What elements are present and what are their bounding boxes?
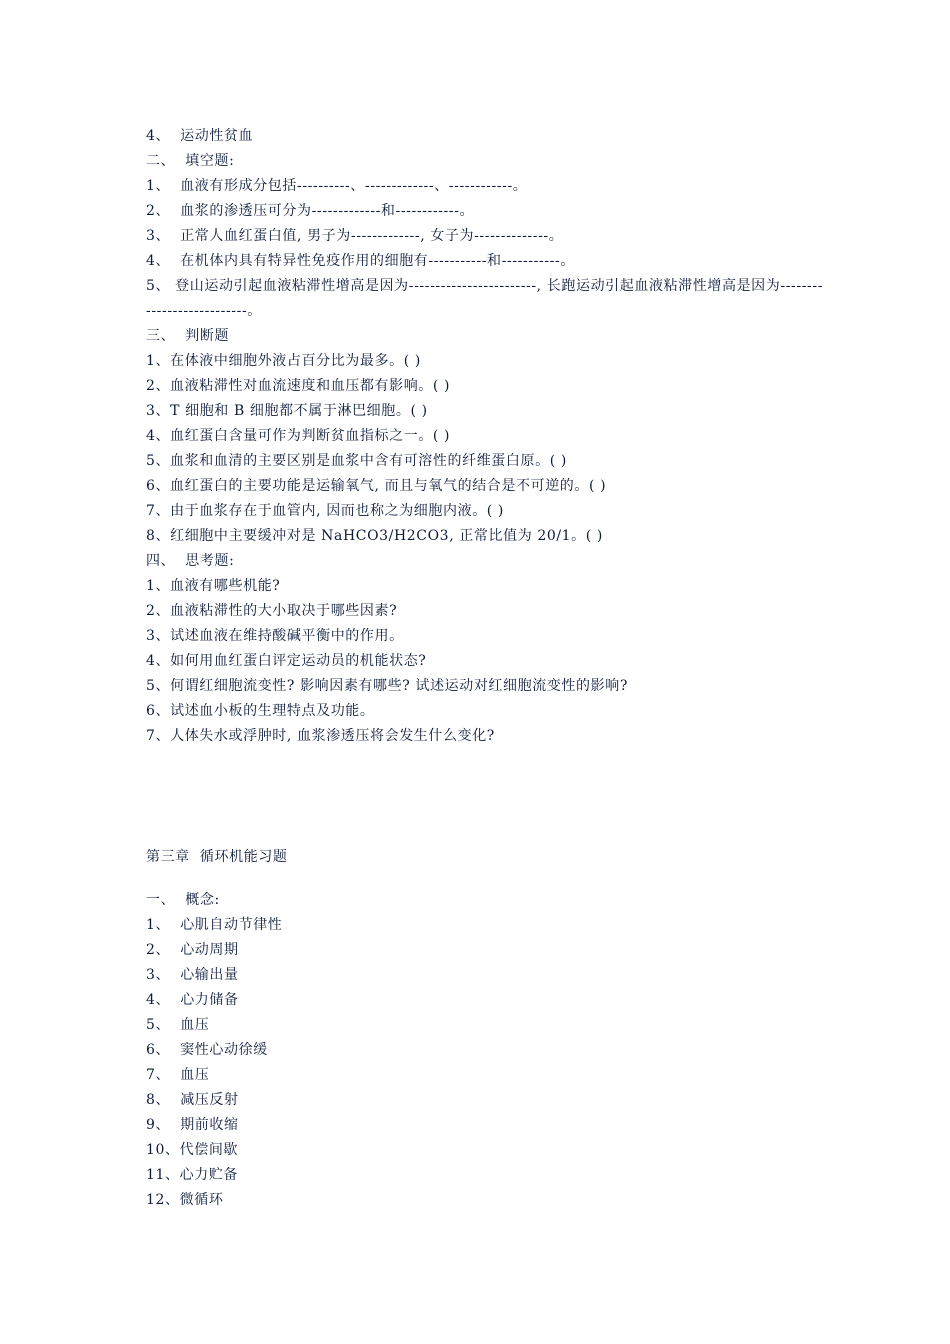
fill-blank-item-1: 1、 血液有形成分包括----------、-------------、------------。 — [146, 178, 528, 194]
chapter3-concept-3: 3、 心输出量 — [146, 967, 239, 983]
fill-blank-item-4: 4、 在机体内具有特异性免疫作用的细胞有-----------和-----------。 — [146, 253, 575, 269]
fill-blank-item-3: 3、 正常人血红蛋白值, 男子为-------------, 女子为--------------。 — [146, 228, 564, 244]
chapter3-concept-7: 7、 血压 — [146, 1067, 210, 1083]
true-false-item-5: 5、血浆和血清的主要区别是血浆中含有可溶性的纤维蛋白原。( ) — [146, 453, 567, 469]
question-item-3: 3、试述血液在维持酸碱平衡中的作用。 — [146, 628, 404, 644]
fill-blank-item-5: 5、 登山运动引起血液粘滞性增高是因为------------------------, 长跑运动引起血液粘滞性增高是因为---------------------------。 — [146, 278, 824, 319]
true-false-item-8: 8、红细胞中主要缓冲对是 NaHCO3/H2CO3, 正常比值为 20/1。( ) — [146, 528, 603, 544]
chapter3-concept-12: 12、微循环 — [146, 1192, 224, 1208]
chapter-spacer — [146, 870, 826, 888]
true-false-item-4: 4、血红蛋白含量可作为判断贫血指标之一。( ) — [146, 428, 451, 444]
question-item-7: 7、人体失水或浮肿时, 血浆渗透压将会发生什么变化? — [146, 728, 495, 744]
true-false-heading: 三、 判断题 — [146, 328, 230, 344]
chapter3-concept-6: 6、 窦性心动徐缓 — [146, 1042, 268, 1058]
concept-item-4: 4、 运动性贫血 — [146, 128, 254, 144]
fill-blank-heading: 二、 填空题: — [146, 153, 235, 169]
question-item-6: 6、试述血小板的生理特点及功能。 — [146, 703, 375, 719]
chapter3-concept-10: 10、代偿间歇 — [146, 1142, 239, 1158]
question-item-4: 4、如何用血红蛋白评定运动员的机能状态? — [146, 653, 427, 669]
true-false-item-7: 7、由于血浆存在于血管内, 因而也称之为细胞内液。( ) — [146, 503, 504, 519]
document-page — [146, 124, 826, 1213]
chapter3-concept-2: 2、 心动周期 — [146, 942, 239, 958]
true-false-item-1: 1、在体液中细胞外液占百分比为最多。( ) — [146, 353, 421, 369]
question-item-2: 2、血液粘滞性的大小取决于哪些因素? — [146, 603, 398, 619]
true-false-item-3: 3、T 细胞和 B 细胞都不属于淋巴细胞。( ) — [146, 403, 428, 419]
chapter-title: 第三章 循环机能习题 — [146, 849, 288, 865]
question-item-5: 5、何谓红细胞流变性? 影响因素有哪些? 试述运动对红细胞流变性的影响? — [146, 678, 628, 694]
chapter3-concept-5: 5、 血压 — [146, 1017, 210, 1033]
question-item-1: 1、血液有哪些机能? — [146, 578, 281, 594]
concept-heading: 一、 概念: — [146, 892, 220, 908]
chapter3-concept-4: 4、 心力储备 — [146, 992, 239, 1008]
chapter3-concept-11: 11、心力贮备 — [146, 1167, 239, 1183]
chapter3-concept-9: 9、 期前收缩 — [146, 1117, 239, 1133]
true-false-item-6: 6、血红蛋白的主要功能是运输氧气, 而且与氧气的结合是不可逆的。( ) — [146, 478, 607, 494]
questions-heading: 四、 思考题: — [146, 553, 235, 569]
chapter3-concept-1: 1、 心肌自动节律性 — [146, 917, 283, 933]
fill-blank-item-2: 2、 血浆的渗透压可分为-------------和------------。 — [146, 203, 475, 219]
section-spacer — [146, 749, 826, 845]
chapter3-concept-8: 8、 减压反射 — [146, 1092, 239, 1108]
true-false-item-2: 2、血液粘滞性对血流速度和血压都有影响。( ) — [146, 378, 451, 394]
